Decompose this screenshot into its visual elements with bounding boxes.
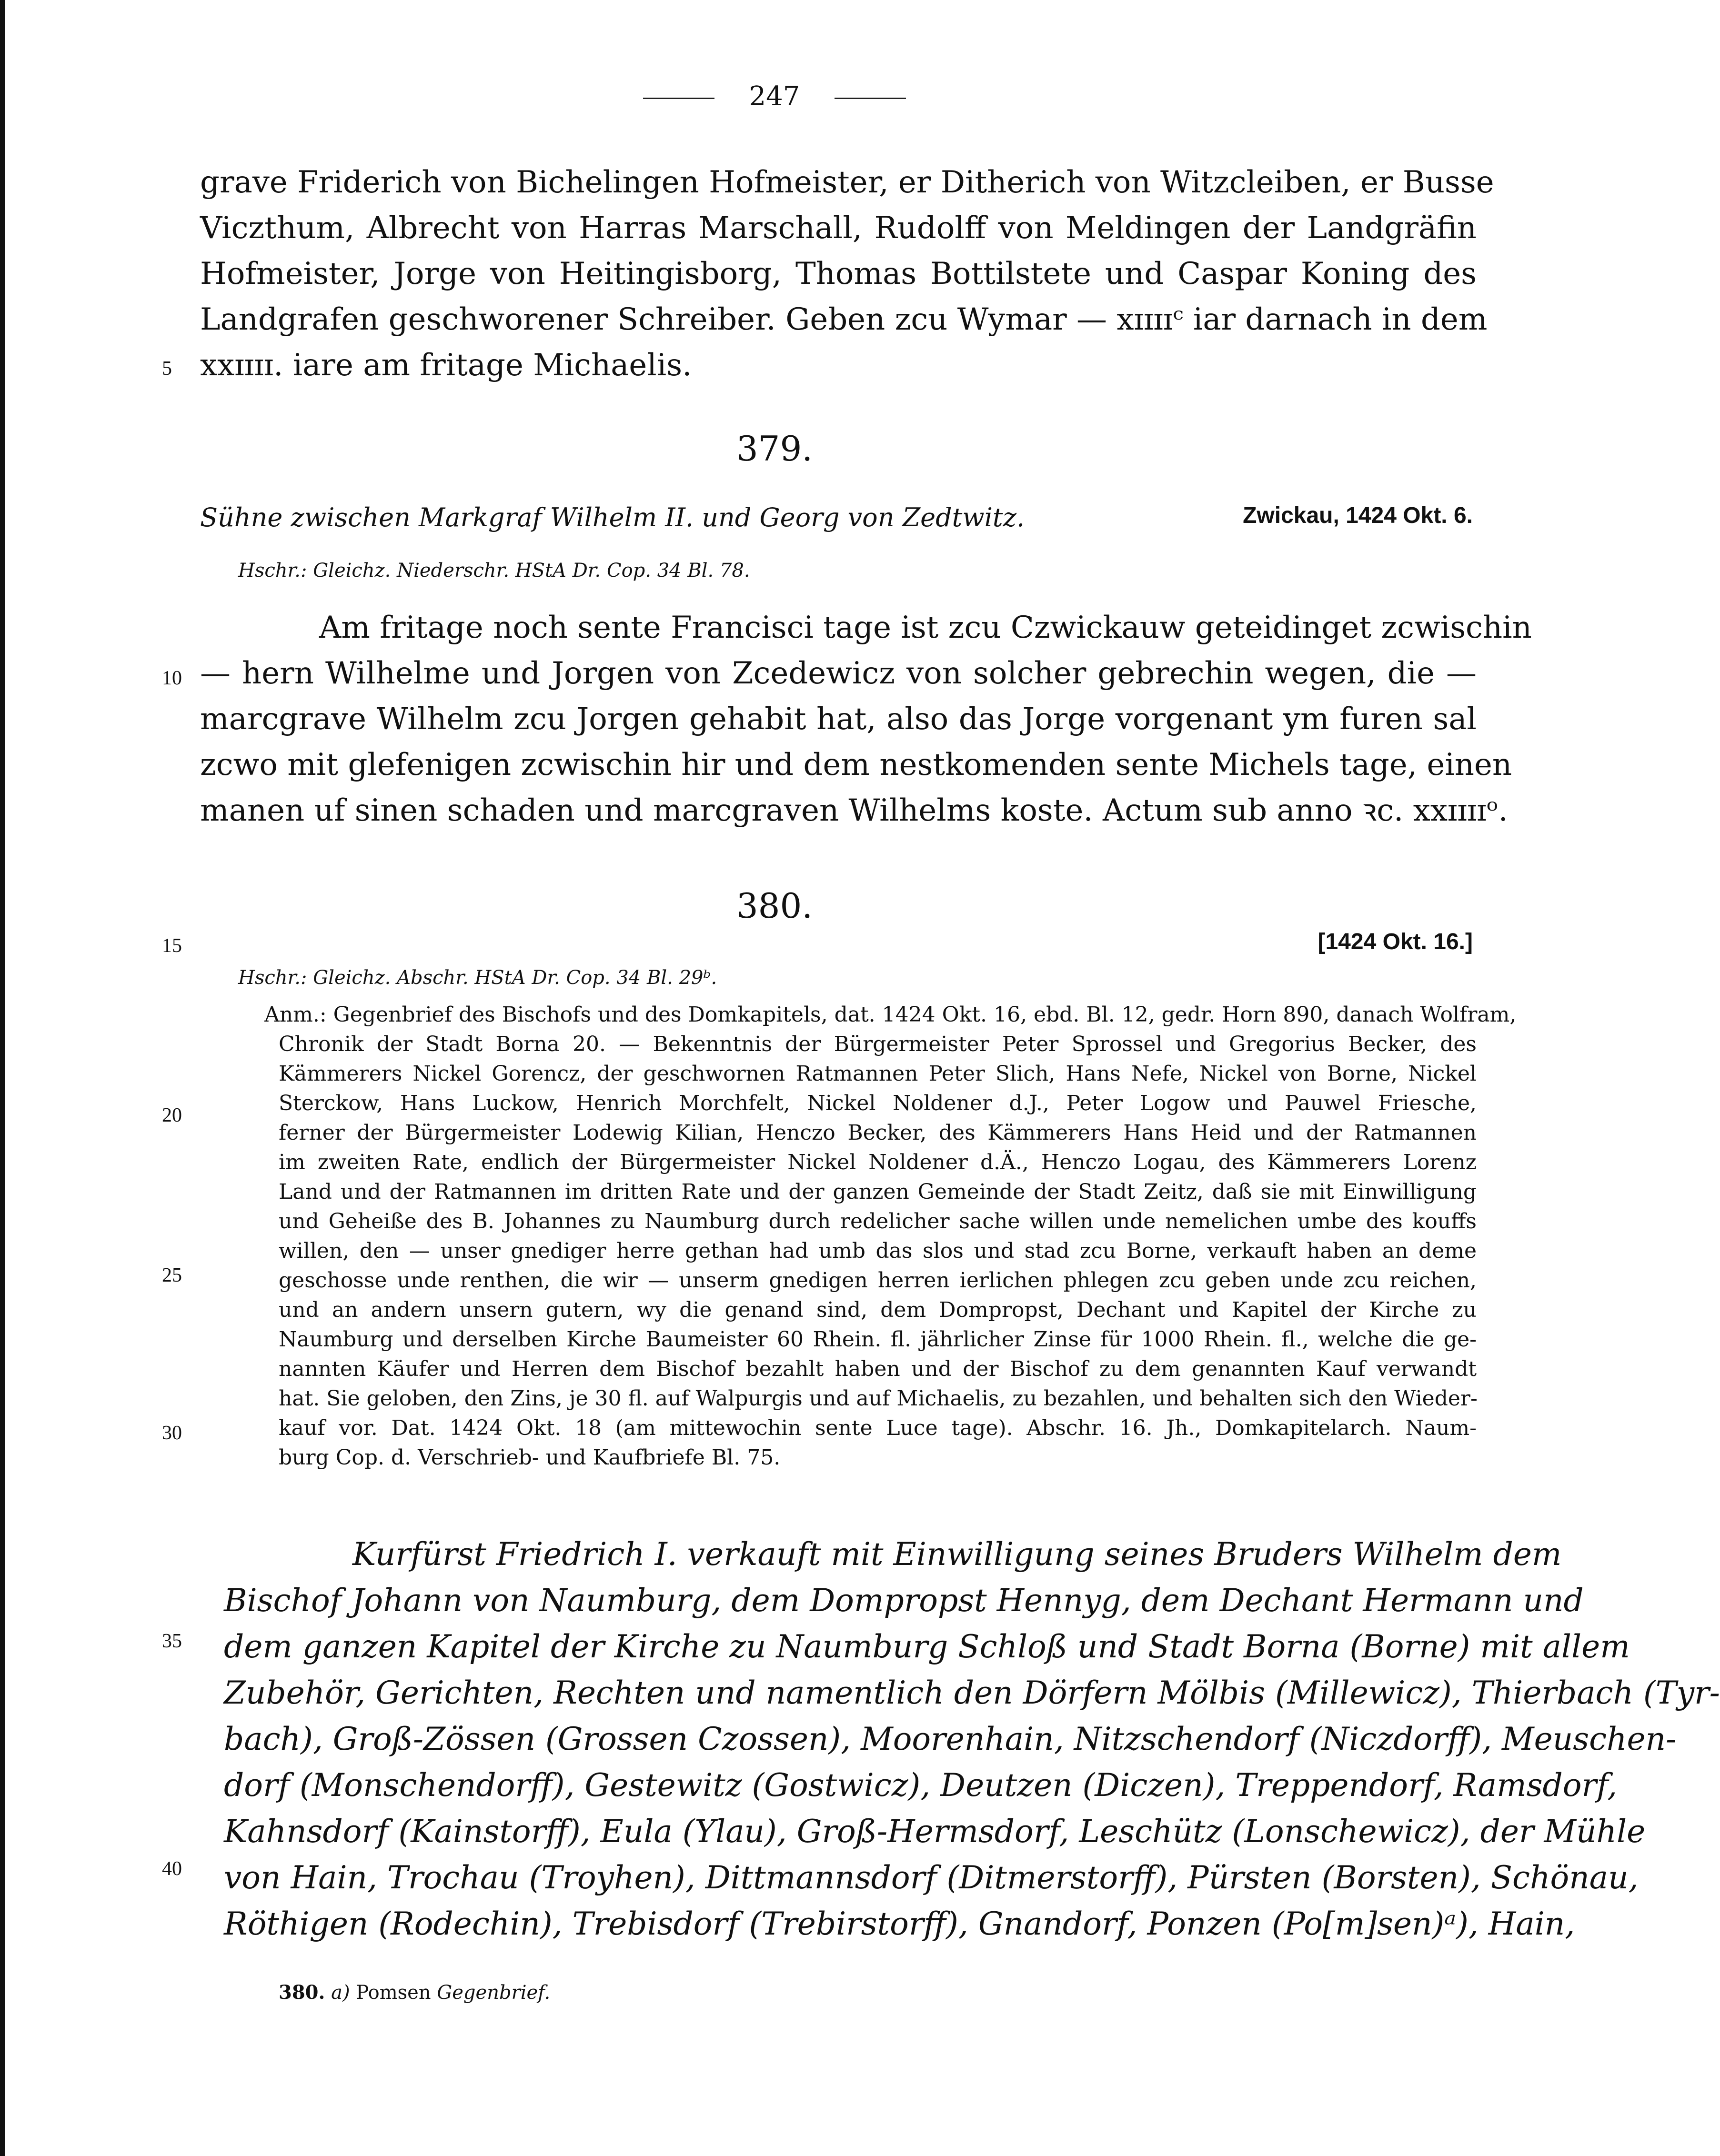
line-number: 25 [162,1264,182,1286]
footnote-ref: 380. [279,1981,325,2004]
doc379-title: Sühne zwischen Markgraf Wilhelm II. und Georg von Zedtwitz. [200,502,1025,532]
line-number: 35 [162,1630,182,1652]
annotation-line: willen, den — unser gnediger herre gethan had umb das slos und stad zcu Borne, verkauft haben an deme [279,1239,1477,1263]
header-rule-right [835,98,906,99]
footnote-source: Gegenbrief. [437,1982,551,2004]
annotation-line: Land und der Ratmannen im dritten Rate und der ganzen Gemeinde der Stadt Zeitz, daß sie mit Einwilligung [279,1180,1477,1204]
line-number: 10 [162,667,182,689]
header-rule-left [643,98,714,99]
text-line: zcwo mit glefenigen zcwischin hir und dem nestkomenden sente Michels tage, einen [200,747,1512,782]
footnote [279,1981,550,2004]
annotation-line: kauf vor. Dat. 1424 Okt. 18 (am mittewochin sente Luce tage). Abschr. 16. Jh., Domkapitelarch. Naum- [279,1416,1477,1440]
doc380-date: [1424 Okt. 16.] [1318,929,1473,954]
doc379-text [200,605,1532,833]
annotation-line: hat. Sie geloben, den Zins, je 30 fl. auf Walpurgis und auf Michaelis, zu bezahlen, und behalten sich den Wieder- [279,1386,1478,1411]
regest-line: bach), Groß-Zössen (Grossen Czossen), Moorenhain, Nitzschendorf (Niczdorff), Meuschen- [224,1721,1677,1757]
annotation-line: Naumburg und derselben Kirche Baumeister 60 Rhein. fl. jährlicher Zinse für 1000 Rhein. fl., welche die ge- [279,1327,1477,1352]
doc379-source: Hschr.: Gleichz. Niederschr. HStA Dr. Cop. 34 Bl. 78. [238,560,750,582]
text-line: xxɪɪɪɪ. iare am fritage Michaelis. [200,348,692,383]
line-number: 20 [162,1104,182,1126]
page-header [0,81,1549,112]
regest-line: Zubehör, Gerichten, Rechten und namentlich den Dörfern Mölbis (Millewicz), Thierbach (Tyr- [224,1675,1720,1711]
annotation-line: Kämmerers Nickel Gorencz, der geschwornen Ratmannen Peter Slich, Hans Nefe, Nickel von Borne, Nickel [279,1062,1477,1086]
text-line: Viczthum, Albrecht von Harras Marschall, Rudolff von Meldingen der Landgräfin [200,211,1477,246]
annotation-line: Chronik der Stadt Borna 20. — Bekenntnis der Bürgermeister Peter Sprossel und Gregorius Becker, des [279,1032,1477,1056]
page-number: 247 [749,81,800,112]
doc379-number: 379. [736,429,813,469]
regest-line: Röthigen (Rodechin), Trebisdorf (Trebirstorff), Gnandorf, Ponzen (Po[m]sen)ᵃ), Hain, [224,1905,1575,1942]
line-number: 5 [162,358,172,380]
annotation-line: im zweiten Rate, endlich der Bürgermeister Nickel Noldener d.Ä., Henczo Logau, des Kämmerers Lorenz [279,1150,1477,1174]
annotation-line: nannten Käufer und Herren dem Bischof bezahlt haben und der Bischof zu dem genannten Kauf verwandt [279,1357,1477,1381]
text-line: grave Friderich von Bichelingen Hofmeister, er Ditherich von Witzcleiben, er Busse [200,165,1494,200]
text-line: Landgrafen geschworener Schreiber. Geben zcu Wymar — xɪɪɪɪᶜ iar darnach in dem [200,302,1488,337]
footnote-word: Pomsen [356,1982,431,2004]
doc380-number: 380. [736,886,813,926]
annotation-line: Sterckow, Hans Luckow, Henrich Morchfelt, Nickel Noldener d.J., Peter Logow und Pauwel Friesche, [279,1091,1477,1115]
annotation-line: geschosse unde renthen, die wir — unserm gnedigen herren ierlichen phlegen zcu geben unde zcu reichen, [279,1268,1477,1293]
annotation-line: Anm.: Gegenbrief des Bischofs und des Domkapitels, dat. 1424 Okt. 16, ebd. Bl. 12, gedr. Horn 890, danach Wolfram, [264,1003,1517,1027]
line-number: 15 [162,935,182,957]
regest-line: Bischof Johann von Naumburg, dem Dompropst Hennyg, dem Dechant Hermann und [224,1582,1584,1619]
text-line: Hofmeister, Jorge von Heitingisborg, Thomas Bottilstete und Caspar Koning des [200,256,1477,291]
page-spine-edge [0,0,5,2156]
regest-line: dorf (Monschendorff), Gestewitz (Gostwicz), Deutzen (Diczen), Treppendorf, Ramsdorf, [224,1767,1618,1804]
annotation-line: und an andern unsern gutern, wy die genand sind, dem Dompropst, Dechant und Kapitel der Kirche zu [279,1298,1477,1322]
doc380-regest [224,1531,1720,1947]
line-number: 40 [162,1858,182,1880]
regest-line: dem ganzen Kapitel der Kirche zu Naumburg Schloß und Stadt Borna (Borne) mit allem [224,1628,1630,1665]
line-number: 30 [162,1422,182,1444]
annotation-line: ferner der Bürgermeister Lodewig Kilian, Henczo Becker, des Kämmerers Hans Heid und der Ratmannen [279,1121,1477,1145]
doc380-source: Hschr.: Gleichz. Abschr. HStA Dr. Cop. 34 Bl. 29ᵇ. [238,967,717,989]
doc379-date: Zwickau, 1424 Okt. 6. [1243,503,1473,528]
regest-line: Kahnsdorf (Kainstorff), Eula (Ylau), Groß-Hermsdorf, Leschütz (Lonschewicz), der Mühle [224,1813,1646,1850]
doc380-annotation [264,1000,1517,1473]
regest-line: Kurfürst Friedrich I. verkauft mit Einwilligung seines Bruders Wilhelm dem [352,1536,1562,1573]
text-line: manen uf sinen schaden und marcgraven Wilhelms koste. Actum sub anno ꝛc. xxɪɪɪɪᵒ. [200,793,1508,828]
text-line: Am fritage noch sente Francisci tage ist zcu Czwickauw geteidinget zcwischin [319,610,1532,645]
footnote-mark: a) [331,1982,350,2004]
continuation-text [200,160,1494,388]
text-line: marcgrave Wilhelm zcu Jorgen gehabit hat, also das Jorge vorgenant ym furen sal [200,702,1477,737]
annotation-line: burg Cop. d. Verschrieb- und Kaufbriefe Bl. 75. [279,1445,781,1470]
text-line: — hern Wilhelme und Jorgen von Zcedewicz von solcher gebrechin wegen, die — [200,656,1477,691]
regest-line: von Hain, Trochau (Troyhen), Dittmannsdorf (Ditmerstorff), Pürsten (Borsten), Schönau, [224,1859,1639,1896]
annotation-line: und Geheiße des B. Johannes zu Naumburg durch redelicher sache willen unde nemelichen umbe des kouffs [279,1209,1477,1233]
